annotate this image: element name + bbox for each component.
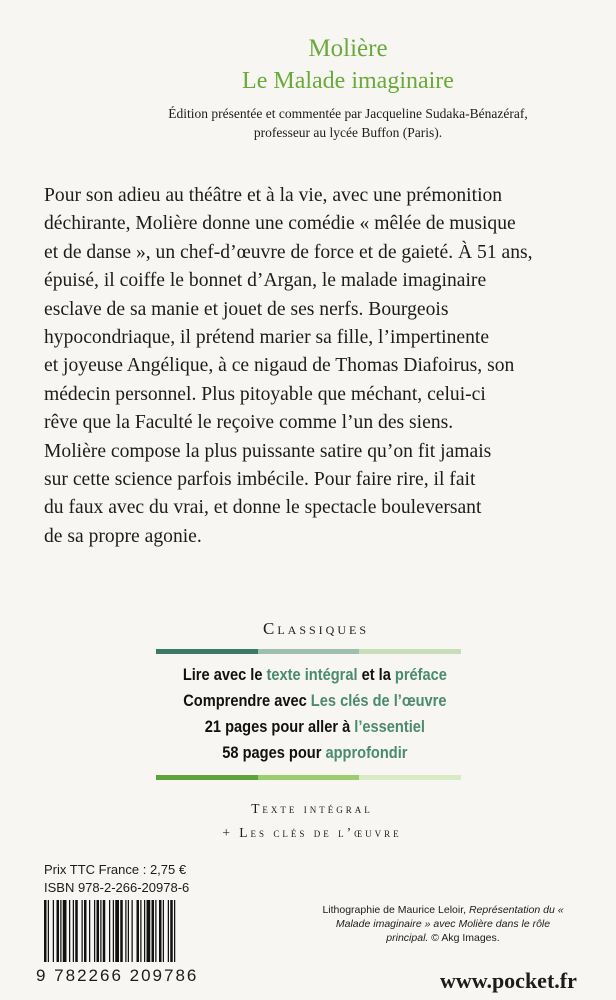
author-name: Molière	[308, 35, 388, 62]
blurb-line: et de danse », un chef-d’œuvre de force et de gaieté. À 51 ans,	[44, 241, 533, 263]
edition-line-1: Édition présentée et commentée par Jacqueline Sudaka-Bénazéraf,	[168, 106, 528, 121]
publisher-url[interactable]: www.pocket.fr	[440, 968, 577, 993]
credit-author: Lithographie de Maurice Leloir,	[322, 904, 469, 916]
blurb-line: épuisé, il coiffe le bonnet d’Argan, le malade imaginaire	[44, 270, 487, 292]
barcode-digits: 9 782266 209786	[36, 966, 199, 985]
blurb-line: Pour son adieu au théâtre et à la vie, avec une prémonition	[44, 185, 503, 206]
feature-text: 58 pages pour	[222, 743, 326, 762]
feature-highlight: approfondir	[325, 743, 408, 762]
credit-title: Représentation du « Malade imaginaire » avec Molière dans le rôle principal.	[335, 904, 564, 944]
bar-segment	[156, 775, 258, 780]
feature-text: avec	[270, 691, 311, 710]
feature-line-3	[57, 714, 573, 740]
blurb-line: sur cette science parfois imbécile. Pour faire rire, il fait	[44, 469, 476, 491]
blurb-line: rêve que la Faculté le reçoive comme l’un des siens.	[44, 412, 454, 434]
feature-keyword: Lire	[182, 665, 210, 684]
feature-line-1	[57, 662, 573, 688]
bar-segment	[258, 775, 360, 780]
blurb-line: Molière compose la plus puissante satire qu’on fit jamais	[44, 440, 492, 462]
divider-bar-bottom	[156, 775, 461, 780]
feature-highlight: préface	[394, 665, 447, 684]
blurb-text	[44, 182, 592, 551]
collection-name: Classiques	[262, 619, 369, 638]
blurb-line: du faux avec du vrai, et donne le spectacle bouleversant	[44, 497, 482, 519]
edition-line-2: professeur au lycée Buffon (Paris).	[253, 125, 443, 140]
blurb-line: de sa propre agonie.	[44, 525, 202, 547]
bar-segment	[156, 649, 258, 654]
bar-segment	[359, 775, 461, 780]
price-label: Prix TTC France : 2,75 €	[44, 862, 187, 877]
cles-oeuvre-label: + Les clés de l’œuvre	[222, 825, 402, 840]
divider-bar-top	[156, 649, 461, 654]
blurb-line: hypocondriaque, il prétend marier sa fille, l’impertinente	[44, 327, 490, 349]
bar-segment	[258, 649, 360, 654]
credit-copyright: © Akg Images.	[428, 932, 500, 944]
illustration-credit	[318, 903, 568, 945]
feature-highlight: texte intégral	[266, 665, 358, 684]
cover-header	[0, 34, 616, 142]
blurb-line: médecin personnel. Plus pitoyable que méchant, celui-ci	[44, 383, 486, 405]
features-list	[43, 662, 573, 766]
feature-highlight: l’essentiel	[354, 717, 425, 736]
price-block	[44, 861, 189, 897]
book-title: Le Malade imaginaire	[242, 68, 454, 94]
edition-type	[0, 797, 616, 845]
edition-credit	[80, 104, 616, 142]
barcode-icon	[44, 900, 230, 962]
feature-keyword: Comprendre	[183, 691, 271, 710]
feature-line-4	[57, 740, 573, 766]
feature-line-2	[57, 688, 573, 714]
blurb-line: esclave de sa manie et jouet de ses nerfs. Bourgeois	[44, 298, 449, 320]
isbn-label: ISBN 978-2-266-20978-6	[44, 880, 190, 895]
bar-segment	[359, 649, 461, 654]
blurb-line: déchirante, Molière donne une comédie « mêlée de musique	[44, 213, 516, 235]
feature-text: avec le	[209, 665, 267, 684]
feature-text: 21 pages pour aller à	[204, 717, 355, 736]
feature-text: et la	[357, 665, 395, 684]
blurb-line: et joyeuse Angélique, à ce nigaud de Thomas Diafoirus, son	[44, 355, 515, 377]
feature-highlight: Les clés de l’œuvre	[310, 691, 447, 710]
texte-integral-label: Texte intégral	[251, 801, 373, 816]
